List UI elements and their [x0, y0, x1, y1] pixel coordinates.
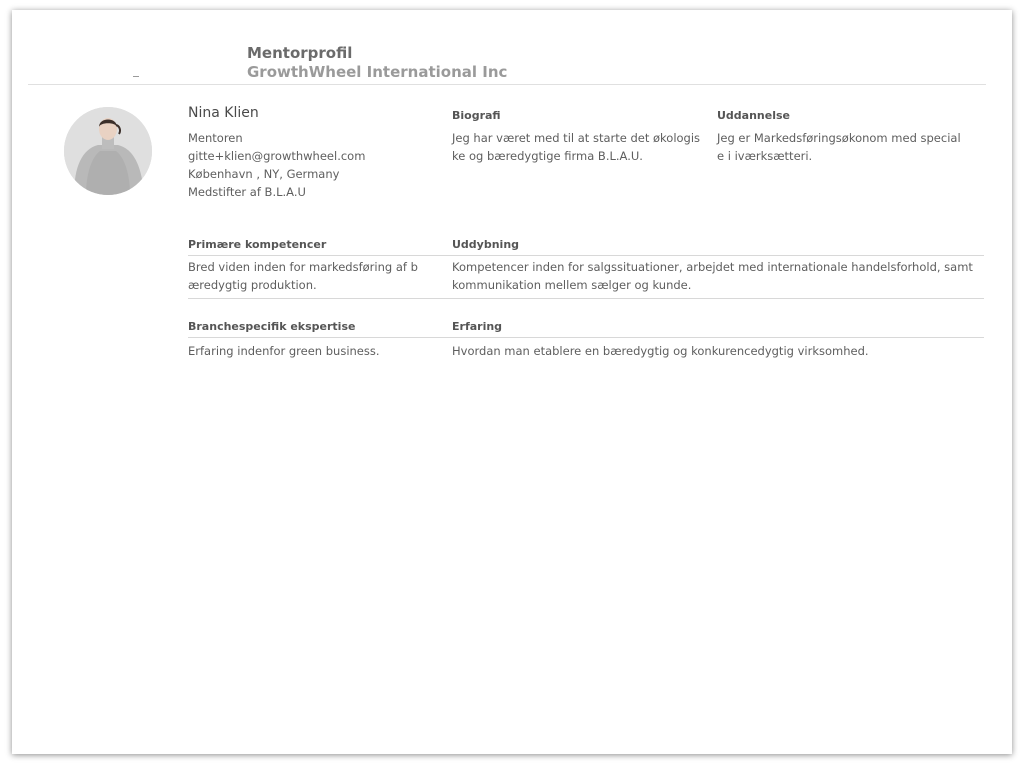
page-title: Mentorprofil: [247, 44, 353, 62]
elaboration-line: Kompetencer inden for salgssituationer, arbejdet med internationale handelsforhold, samt: [452, 260, 973, 274]
industry-divider: [188, 337, 984, 338]
experience-text: [452, 342, 869, 360]
industry-line: Erfaring indenfor green business.: [188, 344, 380, 358]
competences-line: æredygtig produktion.: [188, 278, 317, 292]
industry-heading: Branchespecifik ekspertise: [188, 320, 356, 333]
experience-line: Hvordan man etablere en bæredygtig og konkurencedygtig virksomhed.: [452, 344, 869, 358]
biography-heading: Biografi: [452, 109, 501, 122]
competences-divider: [188, 255, 984, 256]
mentor-email[interactable]: gitte+klien@growthwheel.com: [188, 149, 366, 163]
elaboration-text: [452, 258, 973, 294]
elaboration-line: kommunikation mellem sælger og kunde.: [452, 278, 692, 292]
avatar: [64, 107, 152, 195]
mentor-location: København , NY, Germany: [188, 167, 340, 181]
section-divider: [188, 298, 984, 299]
competences-text: [188, 258, 418, 294]
education-line: e i iværksætteri.: [717, 149, 813, 163]
competences-heading: Primære kompetencer: [188, 238, 327, 251]
avatar-photo: [64, 107, 152, 195]
experience-heading: Erfaring: [452, 320, 503, 333]
education-text: [717, 129, 961, 165]
education-heading: Uddannelse: [717, 109, 791, 122]
biography-line: ke og bæredygtige firma B.L.A.U.: [452, 149, 643, 163]
competences-line: Bred viden inden for markedsføring af b: [188, 260, 418, 274]
header-divider: [28, 84, 986, 85]
contact-info: [188, 129, 365, 201]
elaboration-heading: Uddybning: [452, 238, 520, 251]
mentor-position: Medstifter af B.L.A.U: [188, 185, 306, 199]
mentor-role: Mentoren: [188, 131, 243, 145]
industry-text: [188, 342, 380, 360]
education-line: Jeg er Markedsføringsøkonom med special: [717, 131, 961, 145]
biography-line: Jeg har været med til at starte det økologis: [452, 131, 701, 145]
biography-text: [452, 129, 700, 165]
mentor-name: Nina Klien: [188, 105, 259, 121]
header-mark: [133, 76, 139, 77]
profile-page: [12, 10, 1012, 754]
organization-name: GrowthWheel International Inc: [247, 63, 508, 81]
